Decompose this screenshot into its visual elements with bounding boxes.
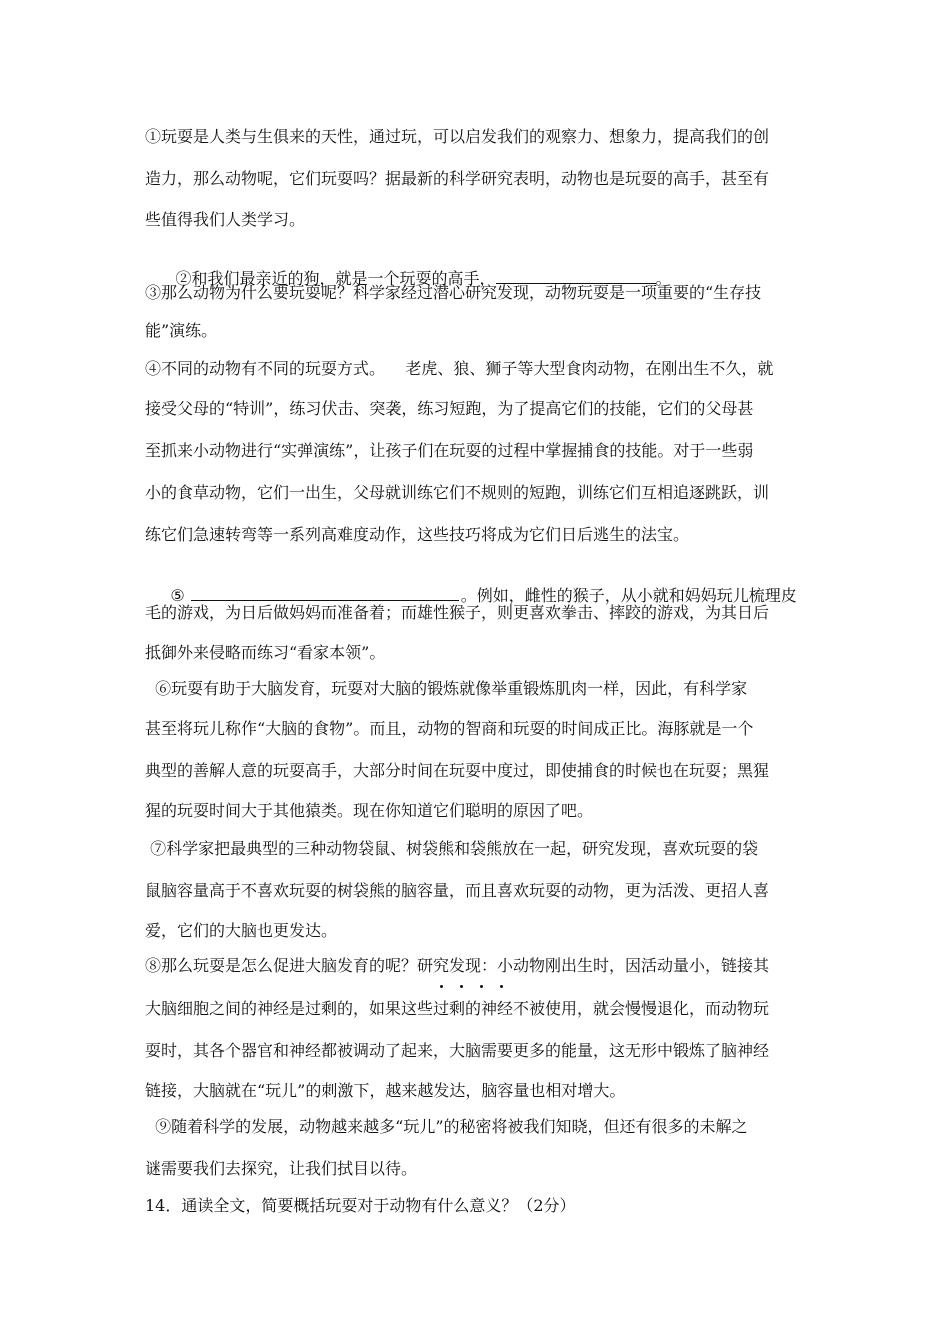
paragraph-5-text: 。例如，雌性的猴子，从小就和妈妈玩儿梳理皮 — [460, 586, 797, 605]
emphasis-dots — [440, 985, 520, 991]
paragraph-7-line-3: 爱，它们的大脑也更发达。 — [145, 921, 338, 940]
paragraph-4-line-2: 接受父母的“特训”，练习伏击、突袭，练习短跑，为了提高它们的技能，它们的父母甚 — [145, 399, 754, 418]
emphasis-dot — [500, 985, 503, 988]
emphasis-dot — [460, 985, 463, 988]
paragraph-5-line-1 — [145, 562, 810, 605]
paragraph-2 — [145, 245, 810, 288]
paragraph-4-line-4: 小的食草动物，它们一出生，父母就训练它们不规则的短跑，训练它们互相追逐跳跃，训 — [145, 483, 770, 502]
paragraph-8-line-1: ⑧那么玩耍是怎么促进大脑发育的呢？研究发现：小动物刚出生时，因活动量小，链接其 — [145, 956, 770, 975]
paragraph-2-end: 。 — [655, 269, 672, 288]
emphasis-dot — [440, 985, 443, 988]
paragraph-3-line-2: 能”演练。 — [145, 321, 218, 340]
paragraph-4-line-5: 练它们急速转弯等一系列高难度动作，这些技巧将成为它们日后逃生的法宝。 — [145, 525, 690, 544]
paragraph-5-line-2: 毛的游戏，为日后做妈妈而准备着；而雄性猴子，则更喜欢拳击、摔跤的游戏，为其日后 — [145, 603, 770, 622]
paragraph-8-line-2: 大脑细胞之间的神经是过剩的，如果这些过剩的神经不被使用，就会慢慢退化，而动物玩 — [145, 999, 770, 1018]
paragraph-1-line-2: 造力，那么动物呢，它们玩耍吗？据最新的科学研究表明，动物也是玩耍的高手，甚至有 — [145, 169, 770, 188]
paragraph-6-line-1: ⑥玩耍有助于大脑发育，玩耍对大脑的锻炼就像举重锻炼肌肉一样，因此，有科学家 — [145, 679, 748, 698]
fill-in-blank-5[interactable] — [191, 584, 459, 601]
paragraph-2-text: ②和我们最亲近的狗，就是一个玩耍的高手， — [165, 269, 496, 288]
paragraph-7-line-1: ⑦科学家把最典型的三种动物袋鼠、树袋熊和袋熊放在一起，研究发现，喜欢玩耍的袋 — [145, 839, 759, 858]
paragraph-5-start: ⑤ — [165, 586, 185, 605]
paragraph-7-line-2: 鼠脑容量高于不喜欢玩耍的树袋熊的脑容量，而且喜欢玩耍的动物，更为活泼、更招人喜 — [145, 881, 770, 900]
paragraph-9-line-2: 谜需要我们去探究，让我们拭目以待。 — [145, 1159, 418, 1178]
paragraph-6-line-4: 猩的玩耍时间大于其他猿类。现在你知道它们聪明的原因了吧。 — [145, 801, 594, 820]
paragraph-9-line-1: ⑨随着科学的发展，动物越来越多“玩儿”的秘密将被我们知晓，但还有很多的未解之 — [145, 1117, 748, 1136]
paragraph-4-line-3: 至抓来小动物进行“实弹演练”，让孩子们在玩耍的过程中掌握捕食的技能。对于一些弱 — [145, 441, 754, 460]
emphasis-dot — [480, 985, 483, 988]
paragraph-8-line-3: 耍时，其各个器官和神经都被调动了起来，大脑需要更多的能量，这无形中锻炼了脑神经 — [145, 1041, 770, 1060]
paragraph-4-line-1: ④不同的动物有不同的玩耍方式。 老虎、狼、狮子等大型食肉动物，在刚出生不久，就 — [145, 359, 774, 378]
paragraph-6-line-2: 甚至将玩儿称作“大脑的食物”。而且，动物的智商和玩耍的时间成正比。海豚就是一个 — [145, 719, 754, 738]
paragraph-6-line-3: 典型的善解人意的玩耍高手，大部分时间在玩耍中度过，即使捕食的时候也在玩耍；黑猩 — [145, 761, 770, 780]
paragraph-1-line-3: 些值得我们人类学习。 — [145, 210, 306, 229]
paragraph-1-line-1: ①玩耍是人类与生俱来的天性，通过玩，可以启发我们的观察力、想象力，提高我们的创 — [145, 127, 770, 146]
paragraph-5-line-3: 抵御外来侵略而练习“看家本领”。 — [145, 643, 386, 662]
paragraph-3-line-1: ③那么动物为什么要玩耍呢？科学家经过潜心研究发现，动物玩耍是一项重要的“生存技 — [145, 283, 762, 302]
question-14: 14．通读全文，简要概括玩耍对于动物有什么意义？（2分） — [145, 1196, 576, 1215]
paragraph-8-line-4: 链接，大脑就在“玩儿”的刺激下，越来越发达，脑容量也相对增大。 — [145, 1081, 626, 1100]
